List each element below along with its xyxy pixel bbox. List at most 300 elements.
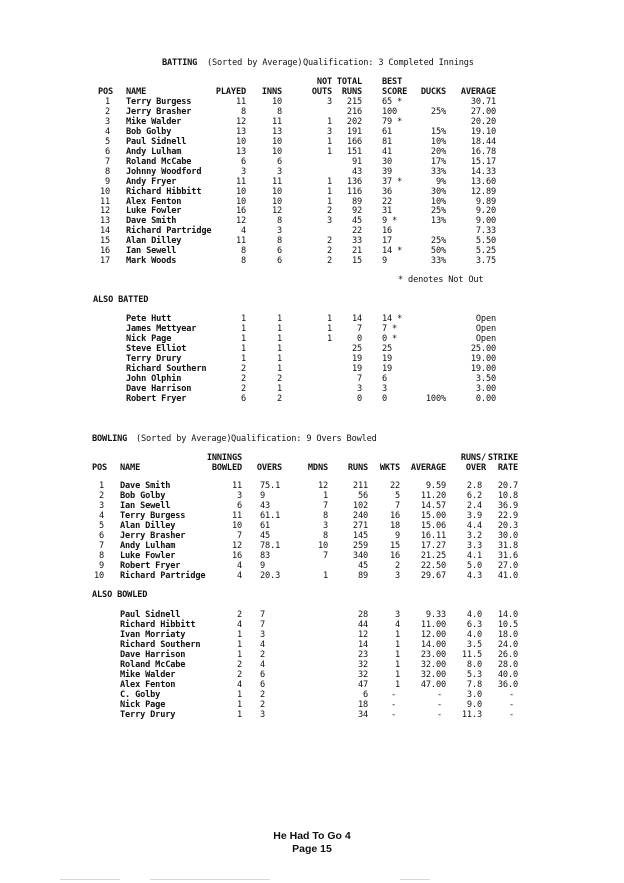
cell-avg: 3.75	[475, 256, 496, 267]
cell-inns: 1	[276, 343, 282, 354]
cell-runs: 19	[351, 363, 362, 374]
cell-runs: 45	[351, 216, 362, 227]
cell-avg: 15.17	[470, 156, 496, 167]
cell-no: 2	[326, 256, 332, 267]
cell-no: 1	[326, 323, 332, 334]
bowling-row	[0, 531, 624, 541]
cell-played: 16	[235, 206, 246, 217]
bowling-row	[0, 501, 624, 511]
cell-runs: 25	[351, 343, 362, 354]
cell-name: Jerry Brasher	[120, 530, 186, 541]
cell-avg: Open	[475, 323, 496, 334]
cell-inns: 6	[276, 246, 282, 257]
cell-ducks: 25%	[430, 106, 446, 117]
cell-runs: 0	[356, 393, 362, 404]
cell-rpo: 3.3	[466, 540, 482, 551]
cell-best: 9	[382, 256, 388, 267]
cell-best: 36	[382, 186, 393, 197]
cell-wkts: 2	[394, 560, 400, 571]
cell-inns: 6	[276, 156, 282, 167]
cell-played: 2	[240, 363, 246, 374]
cell-sr: 20.7	[497, 481, 518, 491]
cell-wkts: 3	[394, 610, 400, 620]
cell-overs: 75.1	[260, 481, 281, 491]
col-header-sr-2: RATE	[497, 463, 518, 473]
cell-rpo: 5.3	[466, 669, 482, 680]
cell-name: Ivan Morriaty	[120, 629, 186, 640]
cell-pos: 6	[98, 530, 104, 541]
also-batted-row	[0, 334, 624, 344]
col-header-name: NAME	[120, 463, 141, 473]
cell-ducks: 20%	[430, 146, 446, 157]
cell-sr: 27.0	[497, 560, 518, 571]
also-batted-row	[0, 314, 624, 324]
cell-rpo: 3.5	[466, 639, 482, 650]
cell-overs: 3	[260, 709, 266, 720]
cell-runs: 23	[357, 649, 368, 660]
cell-played: 11	[235, 176, 246, 187]
col-header-name: NAME	[126, 87, 147, 97]
cell-name: Johnny Woodford	[126, 166, 202, 177]
cell-overs: 78.1	[260, 540, 281, 551]
also-batted-row	[0, 374, 624, 384]
cell-ducks: 100%	[425, 393, 446, 404]
cell-avg: 12.89	[470, 186, 496, 197]
bowling-row	[0, 551, 624, 561]
cell-name: Dave Harrison	[120, 649, 186, 660]
col-header-not-outs-2: OUTS	[311, 87, 332, 97]
cell-overs: 9	[260, 490, 266, 501]
cell-played: 4	[240, 226, 246, 237]
cell-inns: 1	[276, 353, 282, 364]
cell-avg: 29.67	[420, 570, 446, 581]
cell-overs: 4	[260, 659, 266, 670]
cell-rpo: 4.3	[466, 570, 482, 581]
cell-inns: 10	[271, 97, 282, 107]
cell-runs: 271	[352, 520, 368, 531]
cell-best: 79 *	[382, 116, 403, 127]
cell-avg: 5.25	[475, 246, 496, 257]
cell-played: 13	[235, 126, 246, 137]
cell-overs: 6	[260, 679, 266, 690]
cell-name: Alan Dilley	[126, 236, 182, 247]
cell-avg: 14.33	[470, 166, 496, 177]
cell-no: 1	[326, 196, 332, 207]
cell-sr: -	[508, 709, 514, 720]
cell-ducks: 10%	[430, 196, 446, 207]
cell-wkts: 1	[394, 629, 400, 640]
cell-inns: 12	[271, 206, 282, 217]
cell-inns: 10	[231, 520, 242, 531]
col-header-rpo-1: RUNS/	[460, 453, 486, 463]
cell-sr: 36.9	[497, 500, 518, 511]
cell-runs: 89	[357, 570, 368, 581]
cell-name: Steve Elliot	[126, 343, 187, 354]
cell-runs: 3	[356, 383, 362, 394]
cell-rpo: 11.3	[461, 709, 482, 720]
cell-mdns: 10	[317, 540, 328, 551]
cell-avg: 9.33	[425, 610, 446, 620]
cell-played: 12	[235, 216, 246, 227]
cell-inns: 11	[271, 176, 282, 187]
cell-avg: 14.57	[420, 500, 446, 511]
cell-wkts: 18	[389, 520, 400, 531]
cell-runs: 151	[346, 146, 362, 157]
cell-runs: 33	[351, 236, 362, 247]
cell-pos: 14	[99, 226, 110, 237]
cell-name: Dave Smith	[120, 481, 171, 491]
cell-name: Richard Partridge	[126, 226, 212, 237]
cell-avg: 20.20	[470, 116, 496, 127]
cell-runs: 43	[351, 166, 362, 177]
col-header-average: AVERAGE	[410, 463, 446, 473]
batting-row	[0, 177, 624, 187]
cell-pos: 1	[104, 97, 110, 107]
bowling-row	[0, 571, 624, 581]
cell-pos: 10	[99, 186, 110, 197]
cell-inns: 1	[236, 639, 242, 650]
cell-runs: 145	[352, 530, 368, 541]
cell-inns: 4	[236, 619, 242, 630]
cell-name: Richard Partridge	[120, 570, 206, 581]
col-header-rpo-2: OVER	[465, 463, 486, 473]
cell-no: 2	[326, 246, 332, 257]
cell-rpo: 3.0	[466, 689, 482, 700]
cell-name: Mike Walder	[126, 116, 182, 127]
cell-runs: 191	[346, 126, 362, 137]
cell-mdns: 8	[322, 530, 328, 541]
cell-mdns: 7	[322, 550, 328, 561]
also-batted-title: ALSO BATTED	[93, 295, 149, 305]
cell-no: 1	[326, 146, 332, 157]
cell-pos: 9	[104, 176, 110, 187]
cell-played: 6	[240, 156, 246, 167]
cell-pos: 8	[104, 166, 110, 177]
cell-name: Richard Southern	[120, 639, 201, 650]
cell-inns: 2	[276, 373, 282, 384]
cell-rpo: 9.0	[466, 699, 482, 710]
cell-played: 2	[240, 383, 246, 394]
cell-name: Richard Hibbitt	[120, 619, 196, 630]
batting-row	[0, 216, 624, 226]
cell-inns: 10	[271, 196, 282, 207]
cell-runs: 21	[351, 246, 362, 257]
cell-name: Terry Burgess	[126, 97, 192, 107]
cell-inns: 8	[276, 216, 282, 227]
also-bowled-row	[0, 670, 624, 680]
cell-name: Terry Drury	[120, 709, 176, 720]
cell-runs: 15	[351, 256, 362, 267]
cell-mdns: 1	[322, 570, 328, 581]
cell-played: 8	[240, 106, 246, 117]
cell-runs: 7	[356, 373, 362, 384]
cell-mdns: 3	[322, 520, 328, 531]
cell-runs: 216	[346, 106, 362, 117]
cell-avg: 9.20	[475, 206, 496, 217]
cell-ducks: 9%	[435, 176, 446, 187]
cell-overs: 20.3	[260, 570, 281, 581]
bowling-title: BOWLING	[92, 434, 128, 444]
cell-no: 1	[326, 116, 332, 127]
cell-best: 61	[382, 126, 393, 137]
bowling-row	[0, 541, 624, 551]
cell-overs: 2	[260, 699, 266, 710]
cell-name: Robert Fryer	[120, 560, 181, 571]
cell-name: Alan Dilley	[120, 520, 176, 531]
cell-best: 7 *	[382, 323, 398, 334]
also-bowled-row	[0, 660, 624, 670]
cell-wkts: 1	[394, 639, 400, 650]
cell-best: 14 *	[382, 314, 403, 324]
cell-name: Terry Burgess	[120, 510, 186, 521]
cell-best: 14 *	[382, 246, 403, 257]
cell-avg: 9.89	[475, 196, 496, 207]
cell-runs: 32	[357, 669, 368, 680]
cell-rpo: 4.0	[466, 610, 482, 620]
cell-avg: Open	[475, 333, 496, 344]
batting-row	[0, 167, 624, 177]
cell-avg: 3.50	[475, 373, 496, 384]
cell-name: Richard Southern	[126, 363, 207, 374]
cell-played: 1	[240, 353, 246, 364]
batting-title: BATTING	[162, 58, 198, 68]
cell-best: 25	[382, 343, 393, 354]
cell-no: 1	[326, 176, 332, 187]
cell-played: 10	[235, 196, 246, 207]
cell-runs: 45	[357, 560, 368, 571]
cell-mdns: 1	[322, 490, 328, 501]
also-bowled-row	[0, 690, 624, 700]
cell-sr: 31.6	[497, 550, 518, 561]
cell-runs: 12	[357, 629, 368, 640]
cell-ducks: 17%	[430, 156, 446, 167]
bowling-row	[0, 511, 624, 521]
cell-wkts: 1	[394, 659, 400, 670]
cell-sr: 41.0	[497, 570, 518, 581]
cell-wkts: -	[390, 699, 396, 710]
cell-ducks: 13%	[430, 216, 446, 227]
cell-inns: 1	[236, 629, 242, 640]
cell-pos: 10	[93, 570, 104, 581]
cell-runs: 166	[346, 136, 362, 147]
col-header-best-score-1: BEST	[382, 77, 403, 87]
cell-best: 41	[382, 146, 393, 157]
cell-best: 37 *	[382, 176, 403, 187]
cell-sr: -	[508, 699, 514, 710]
cell-played: 11	[235, 97, 246, 107]
cell-runs: 240	[352, 510, 368, 521]
batting-row	[0, 147, 624, 157]
col-header-best-score-2: SCORE	[382, 87, 408, 97]
cell-inns: 3	[276, 166, 282, 177]
cell-inns: 1	[236, 689, 242, 700]
batting-row	[0, 137, 624, 147]
cell-avg: 30.71	[470, 97, 496, 107]
cell-avg: 5.50	[475, 236, 496, 247]
cell-name: Paul Sidnell	[120, 610, 181, 620]
cell-name: Luke Fowler	[120, 550, 176, 561]
cell-best: 65 *	[382, 97, 403, 107]
cell-wkts: 16	[389, 550, 400, 561]
cell-wkts: 7	[394, 500, 400, 511]
cell-best: 9 *	[382, 216, 398, 227]
cell-inns: 10	[271, 186, 282, 197]
cell-runs: 215	[346, 97, 362, 107]
cell-pos: 8	[98, 550, 104, 561]
cell-rpo: 2.4	[466, 500, 482, 511]
also-bowled-row	[0, 620, 624, 630]
col-header-mdns: MDNS	[307, 463, 328, 473]
cell-runs: 89	[351, 196, 362, 207]
cell-name: Andy Lulham	[120, 540, 176, 551]
cell-sr: 31.8	[497, 540, 518, 551]
cell-runs: 211	[352, 481, 368, 491]
cell-rpo: 4.4	[466, 520, 482, 531]
cell-pos: 9	[98, 560, 104, 571]
also-bowled-title: ALSO BOWLED	[92, 590, 148, 600]
cell-name: Andy Fryer	[126, 176, 177, 187]
cell-best: 22	[382, 196, 393, 207]
cell-runs: 91	[351, 156, 362, 167]
cell-played: 12	[235, 116, 246, 127]
batting-row	[0, 197, 624, 207]
also-bowled-row	[0, 710, 624, 720]
cell-overs: 3	[260, 629, 266, 640]
cell-best: 3	[382, 383, 388, 394]
cell-avg: 16.78	[470, 146, 496, 157]
cell-played: 1	[240, 323, 246, 334]
also-bowled-row	[0, 640, 624, 650]
cell-pos: 5	[98, 520, 104, 531]
cell-inns: 2	[236, 610, 242, 620]
bowling-sort-note: (Sorted by Average)	[136, 434, 232, 444]
cell-name: Robert Fryer	[126, 393, 187, 404]
cell-no: 2	[326, 236, 332, 247]
cell-inns: 6	[236, 500, 242, 511]
cell-best: 16	[382, 226, 393, 237]
cell-inns: 2	[236, 659, 242, 670]
cell-inns: 11	[231, 481, 242, 491]
cell-overs: 7	[260, 619, 266, 630]
cell-pos: 17	[99, 256, 110, 267]
cell-avg: 0.00	[475, 393, 496, 404]
cell-inns: 4	[236, 570, 242, 581]
cell-avg: 19.00	[470, 363, 496, 374]
cell-ducks: 30%	[430, 186, 446, 197]
cell-wkts: -	[390, 689, 396, 700]
cell-inns: 8	[276, 236, 282, 247]
cell-overs: 4	[260, 639, 266, 650]
cell-pos: 3	[104, 116, 110, 127]
cell-runs: 7	[356, 323, 362, 334]
cell-best: 0	[382, 393, 388, 404]
cell-avg: 17.27	[420, 540, 446, 551]
cell-avg: 3.00	[475, 383, 496, 394]
cell-inns: 1	[276, 383, 282, 394]
cell-name: Richard Hibbitt	[126, 186, 202, 197]
cell-pos: 13	[99, 216, 110, 227]
cell-mdns: 8	[322, 510, 328, 521]
cell-rpo: 3.2	[466, 530, 482, 541]
col-header-ducks: DUCKS	[420, 87, 446, 97]
bowling-row	[0, 481, 624, 491]
cell-avg: 18.44	[470, 136, 496, 147]
cell-pos: 4	[104, 126, 110, 137]
also-batted-row	[0, 384, 624, 394]
cell-best: 6	[382, 373, 388, 384]
cell-inns: 6	[276, 256, 282, 267]
cell-name: Andy Lulham	[126, 146, 182, 157]
cell-pos: 7	[104, 156, 110, 167]
cell-pos: 3	[98, 500, 104, 511]
cell-inns: 10	[271, 136, 282, 147]
cell-sr: 10.8	[497, 490, 518, 501]
cell-sr: 36.0	[497, 679, 518, 690]
cell-pos: 1	[98, 481, 104, 491]
cell-wkts: 3	[394, 570, 400, 581]
also-batted-row	[0, 364, 624, 374]
cell-no: 1	[326, 333, 332, 344]
cell-rpo: 6.3	[466, 619, 482, 630]
cell-runs: 14	[357, 639, 368, 650]
col-header-innings-2: BOWLED	[211, 463, 242, 473]
cell-best: 19	[382, 353, 393, 364]
cell-played: 8	[240, 256, 246, 267]
cell-wkts: -	[390, 709, 396, 720]
cell-name: Ian Sewell	[120, 500, 171, 511]
cell-sr: 14.0	[497, 610, 518, 620]
cell-best: 100	[382, 106, 398, 117]
cell-name: John Olphin	[126, 373, 182, 384]
cell-inns: 1	[276, 333, 282, 344]
bowling-row	[0, 521, 624, 531]
cell-inns: 3	[236, 490, 242, 501]
cell-name: Roland McCabe	[126, 156, 192, 167]
also-bowled-row	[0, 650, 624, 660]
col-header-innings-1: INNINGS	[206, 453, 242, 463]
cell-best: 30	[382, 156, 393, 167]
cell-avg: 15.00	[420, 510, 446, 521]
col-header-not-outs-1: NOT	[316, 77, 332, 87]
cell-avg: 13.60	[470, 176, 496, 187]
cell-runs: 18	[357, 699, 368, 710]
cell-runs: 202	[346, 116, 362, 127]
cell-name: Alex Fenton	[126, 196, 182, 207]
cell-no: 2	[326, 206, 332, 217]
document-title-footer: He Had To Go 4	[273, 830, 351, 842]
cell-name: Roland McCabe	[120, 659, 186, 670]
cell-avg: -	[436, 699, 442, 710]
cell-sr: 40.0	[497, 669, 518, 680]
cell-name: Mike Walder	[120, 669, 176, 680]
cell-wkts: 22	[389, 481, 400, 491]
cell-inns: 12	[231, 540, 242, 551]
cell-avg: 32.00	[420, 659, 446, 670]
page-number: Page 15	[292, 843, 332, 855]
bowling-qualification: Qualification: 9 Overs Bowled	[231, 434, 377, 444]
cell-inns: 10	[271, 146, 282, 157]
cell-name: Luke Fowler	[126, 206, 182, 217]
cell-sr: -	[508, 689, 514, 700]
cell-pos: 15	[99, 236, 110, 247]
cell-runs: 6	[362, 689, 368, 700]
cell-name: Nick Page	[126, 333, 172, 344]
cell-avg: Open	[475, 314, 496, 324]
cell-overs: 61.1	[260, 510, 281, 521]
cell-avg: 11.00	[420, 619, 446, 630]
cell-played: 10	[235, 186, 246, 197]
cell-avg: 22.50	[420, 560, 446, 571]
